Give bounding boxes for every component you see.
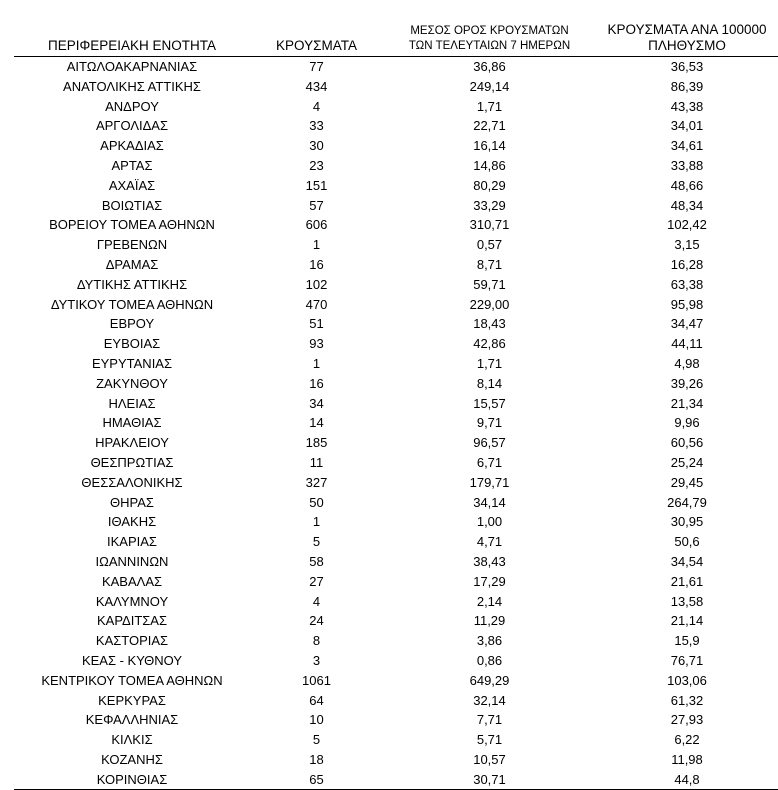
- region-cell: ΗΡΑΚΛΕΙΟΥ: [95, 435, 169, 451]
- table-row: [14, 592, 778, 612]
- cases-column-header: [250, 0, 383, 57]
- per100k-cell: 36,53: [670, 59, 704, 74]
- per100k-cell: 4,98: [674, 355, 700, 371]
- avg7-cell: 8,71: [476, 256, 503, 272]
- cases-cell: 606: [305, 217, 328, 233]
- per100k-cell: 16,28: [670, 256, 704, 272]
- cases-cell: 57: [309, 197, 324, 213]
- table-body: [14, 57, 778, 790]
- avg7-cell: 18,43: [473, 316, 506, 332]
- cases-cell: 64: [309, 692, 324, 708]
- per100k-cell: 48,34: [670, 197, 704, 213]
- avg7-cell: 17,29: [473, 573, 506, 589]
- avg7-cell: 11,29: [473, 613, 506, 629]
- region-cell: ΔΡΑΜΑΣ: [105, 256, 159, 272]
- avg7-cell: 15,57: [473, 395, 506, 411]
- region-cell: ΘΕΣΣΑΛΟΝΙΚΗΣ: [81, 474, 183, 490]
- per100k-cell: 34,54: [670, 553, 704, 569]
- region-cell: ΔΥΤΙΚΗΣ ΑΤΤΙΚΗΣ: [76, 276, 188, 292]
- table-row: [14, 651, 778, 671]
- per100k-cell: 9,96: [674, 415, 700, 431]
- per100k-cell: 15,9: [674, 633, 700, 649]
- avg7-cell: 249,14: [469, 78, 510, 94]
- avg7-cell: 310,71: [469, 217, 510, 233]
- region-cell: ΗΛΕΙΑΣ: [108, 395, 156, 411]
- table-row: [14, 235, 778, 255]
- avg7-cell: 22,71: [473, 118, 506, 134]
- avg7-cell: 42,86: [473, 336, 506, 352]
- cases-cell: 58: [309, 553, 324, 569]
- avg7-cell: 4,71: [476, 534, 503, 550]
- table-row: [14, 77, 778, 97]
- per100k-cell: 95,98: [670, 296, 704, 312]
- region-cell: ΑΝΑΤΟΛΙΚΗΣ ΑΤΤΙΚΗΣ: [63, 78, 201, 94]
- table-row: [14, 295, 778, 315]
- avg7-cell: 179,71: [469, 474, 510, 490]
- region-cell: ΓΡΕΒΕΝΩΝ: [96, 237, 168, 253]
- region-cell: ΕΒΡΟΥ: [109, 316, 155, 332]
- table-row: [14, 710, 778, 730]
- cases-cell: 34: [309, 395, 324, 411]
- table-row: [14, 770, 778, 790]
- avg7-header-line2: ΤΩΝ ΤΕΛΕΥΤΑΙΩΝ 7 ΗΜΕΡΩΝ: [408, 40, 571, 52]
- cases-cell: 10: [309, 712, 324, 728]
- avg7-cell: 34,14: [473, 494, 506, 510]
- avg7-cell: 0,57: [476, 237, 503, 253]
- cases-cell: 11: [309, 454, 324, 470]
- region-cell: ΚΕΑΣ - ΚΥΘΝΟΥ: [81, 652, 183, 668]
- avg7-cell: 649,29: [469, 672, 510, 688]
- region-cell: ΑΡΓΟΛΙΔΑΣ: [95, 118, 169, 134]
- avg7-cell: 16,14: [473, 138, 506, 154]
- avg7-cell: 32,14: [473, 692, 506, 708]
- cases-cell: 93: [309, 336, 324, 352]
- cases-cell: 3: [312, 652, 321, 668]
- per100k-cell: 103,06: [667, 672, 707, 688]
- avg7-cell: 14,86: [473, 157, 506, 173]
- region-cell: ΕΥΒΟΙΑΣ: [103, 336, 161, 352]
- region-cell: ΑΝΔΡΟΥ: [105, 98, 159, 114]
- region-cell: ΔΥΤΙΚΟΥ ΤΟΜΕΑ ΑΘΗΝΩΝ: [50, 296, 214, 312]
- region-cell: ΑΧΑΪΑΣ: [108, 177, 156, 193]
- table-row: [14, 493, 778, 513]
- cases-cell: 77: [309, 59, 324, 74]
- per100k-cell: 39,26: [670, 375, 704, 391]
- avg7-cell: 6,71: [476, 454, 503, 470]
- per100k-column-header: [596, 0, 778, 57]
- cases-cell: 16: [309, 375, 324, 391]
- table-row: [14, 433, 778, 453]
- avg7-cell: 3,86: [476, 633, 503, 649]
- avg7-cell: 38,43: [473, 553, 506, 569]
- avg7-header-line1: ΜΕΣΟΣ ΟΡΟΣ ΚΡΟΥΣΜΑΤΩΝ: [410, 25, 569, 37]
- cases-cell: 151: [305, 177, 328, 193]
- region-cell: ΑΙΤΩΛΟΑΚΑΡΝΑΝΙΑΣ: [66, 59, 198, 74]
- avg7-cell: 1,00: [476, 514, 503, 530]
- table-row: [14, 691, 778, 711]
- per100k-cell: 34,61: [670, 138, 704, 154]
- avg7-cell: 59,71: [473, 276, 506, 292]
- region-cell: ΚΑΒΑΛΑΣ: [101, 573, 163, 589]
- per100k-cell: 61,32: [670, 692, 704, 708]
- avg7-cell: 7,71: [476, 712, 503, 728]
- table-row: [14, 97, 778, 117]
- per100k-cell: 3,15: [674, 237, 700, 253]
- region-cell: ΚΕΝΤΡΙΚΟΥ ΤΟΜΕΑ ΑΘΗΝΩΝ: [41, 672, 223, 688]
- per100k-cell: 34,47: [670, 316, 704, 332]
- per100k-cell: 76,71: [670, 652, 704, 668]
- per100k-cell: 50,6: [674, 534, 700, 550]
- table-row: [14, 156, 778, 176]
- cases-cell: 185: [305, 435, 328, 451]
- per100k-cell: 29,45: [670, 474, 704, 490]
- cases-cell: 4: [312, 593, 321, 609]
- table-row: [14, 413, 778, 433]
- region-cell: ΚΙΛΚΙΣ: [111, 732, 153, 748]
- table-header: [14, 0, 778, 57]
- table-row: [14, 552, 778, 572]
- per100k-cell: 13,58: [670, 593, 704, 609]
- cases-table: [14, 0, 778, 790]
- table-row: [14, 611, 778, 631]
- per100k-cell: 33,88: [670, 157, 704, 173]
- region-cell: ΚΟΖΑΝΗΣ: [101, 751, 163, 767]
- table-row: [14, 136, 778, 156]
- table-row: [14, 453, 778, 473]
- avg7-cell: 80,29: [473, 177, 506, 193]
- region-cell: ΒΟΙΩΤΙΑΣ: [101, 197, 163, 213]
- per100k-cell: 21,61: [670, 573, 704, 589]
- cases-cell: 1061: [302, 672, 331, 688]
- table-row: [14, 116, 778, 136]
- cases-cell: 65: [250, 770, 383, 790]
- table-row: [14, 334, 778, 354]
- table-row: [14, 730, 778, 750]
- avg7-cell: 0,86: [476, 652, 503, 668]
- per100k-cell: 43,38: [670, 98, 704, 114]
- per100k-cell: 21,34: [670, 395, 704, 411]
- avg7-cell: 96,57: [473, 435, 506, 451]
- region-cell: ΚΑΡΔΙΤΣΑΣ: [96, 613, 168, 629]
- avg7-cell: 1,71: [476, 98, 503, 114]
- region-cell: ΚΑΛΥΜΝΟΥ: [95, 593, 169, 609]
- cases-cell: 30: [309, 138, 324, 154]
- per100k-cell: 6,22: [674, 732, 700, 748]
- region-cell: ΘΗΡΑΣ: [110, 494, 154, 510]
- table-row: [14, 275, 778, 295]
- cases-cell: 434: [305, 78, 328, 94]
- table-row: [14, 671, 778, 691]
- cases-cell: 18: [309, 751, 324, 767]
- header-row: [14, 0, 778, 57]
- avg7-cell: 2,14: [476, 593, 503, 609]
- table-row: [14, 532, 778, 552]
- cases-cell: 33: [309, 118, 324, 134]
- cases-cell: 23: [309, 157, 324, 173]
- per100k-header-line1: ΚΡΟΥΣΜΑΤΑ ΑΝΑ 100000: [607, 22, 767, 37]
- table-row: [14, 57, 778, 77]
- region-cell: ΙΚΑΡΙΑΣ: [107, 534, 157, 550]
- region-column-header: [14, 0, 250, 57]
- cases-cell: 1: [312, 514, 321, 530]
- table-row: [14, 750, 778, 770]
- region-cell: ΚΟΡΙΝΘΙΑΣ: [14, 770, 250, 790]
- cases-header-text: ΚΡΟΥΣΜΑΤΑ: [276, 38, 357, 53]
- avg7-cell: 5,71: [476, 732, 503, 748]
- cases-cell: 50: [309, 494, 324, 510]
- region-cell: ΗΜΑΘΙΑΣ: [102, 415, 162, 431]
- cases-cell: 8: [312, 633, 321, 649]
- avg7-cell: 10,57: [473, 751, 506, 767]
- cases-cell: 24: [309, 613, 324, 629]
- cases-cell: 51: [309, 316, 324, 332]
- table-row: [14, 631, 778, 651]
- table-row: [14, 374, 778, 394]
- per100k-cell: 11,98: [671, 751, 703, 767]
- region-cell: ΙΘΑΚΗΣ: [107, 514, 157, 530]
- per100k-cell: 44,8: [596, 770, 778, 790]
- per100k-cell: 34,01: [670, 118, 704, 134]
- per100k-cell: 63,38: [670, 276, 704, 292]
- avg7-column-header: [383, 0, 596, 57]
- cases-cell: 27: [309, 573, 324, 589]
- avg7-cell: 8,14: [476, 375, 503, 391]
- table-row: [14, 215, 778, 235]
- region-header-text: ΠΕΡΙΦΕΡΕΙΑΚΗ ΕΝΟΤΗΤΑ: [47, 38, 217, 53]
- cases-cell: 470: [305, 296, 328, 312]
- avg7-cell: 1,71: [476, 355, 503, 371]
- cases-cell: 5: [312, 732, 321, 748]
- region-cell: ΘΕΣΠΡΩΤΙΑΣ: [90, 454, 174, 470]
- per100k-cell: 86,39: [670, 78, 704, 94]
- cases-cell: 5: [312, 534, 321, 550]
- region-cell: ΒΟΡΕΙΟΥ ΤΟΜΕΑ ΑΘΗΝΩΝ: [49, 217, 215, 233]
- region-cell: ΑΡΚΑΔΙΑΣ: [100, 138, 164, 154]
- per100k-cell: 102,42: [667, 217, 707, 233]
- region-cell: ΚΑΣΤΟΡΙΑΣ: [95, 633, 169, 649]
- per100k-cell: 30,95: [670, 514, 704, 530]
- cases-cell: 16: [309, 256, 324, 272]
- cases-cell: 4: [312, 98, 321, 114]
- per100k-cell: 264,79: [667, 494, 707, 510]
- table-row: [14, 473, 778, 493]
- cases-cell: 1: [312, 355, 321, 371]
- per100k-cell: 44,11: [671, 336, 703, 352]
- avg7-cell: 30,71: [383, 770, 596, 790]
- region-cell: ΖΑΚΥΝΘΟΥ: [96, 375, 168, 391]
- per100k-cell: 60,56: [670, 435, 704, 451]
- avg7-cell: 36,86: [473, 59, 506, 74]
- per100k-cell: 25,24: [670, 454, 704, 470]
- cases-cell: 327: [305, 474, 328, 490]
- cases-cell: 1: [312, 237, 321, 253]
- table-row: [14, 354, 778, 374]
- avg7-cell: 9,71: [476, 415, 503, 431]
- table-row: [14, 512, 778, 532]
- region-cell: ΑΡΤΑΣ: [111, 157, 153, 173]
- per100k-cell: 48,66: [670, 177, 704, 193]
- per100k-cell: 27,93: [670, 712, 704, 728]
- avg7-cell: 33,29: [473, 197, 506, 213]
- region-cell: ΚΕΦΑΛΛΗΝΙΑΣ: [85, 712, 179, 728]
- cases-cell: 102: [305, 276, 328, 292]
- avg7-cell: 229,00: [469, 296, 510, 312]
- table-row: [14, 314, 778, 334]
- per100k-header-line2: ΠΛΗΘΥΣΜΟ: [648, 38, 726, 53]
- per100k-cell: 21,14: [670, 613, 704, 629]
- table-row: [14, 196, 778, 216]
- table-row: [14, 394, 778, 414]
- region-cell: ΙΩΑΝΝΙΝΩΝ: [95, 553, 169, 569]
- table-row: [14, 176, 778, 196]
- table-row: [14, 572, 778, 592]
- cases-cell: 14: [309, 415, 324, 431]
- region-cell: ΚΕΡΚΥΡΑΣ: [98, 692, 166, 708]
- region-cell: ΕΥΡΥΤΑΝΙΑΣ: [91, 355, 173, 371]
- table-row: [14, 255, 778, 275]
